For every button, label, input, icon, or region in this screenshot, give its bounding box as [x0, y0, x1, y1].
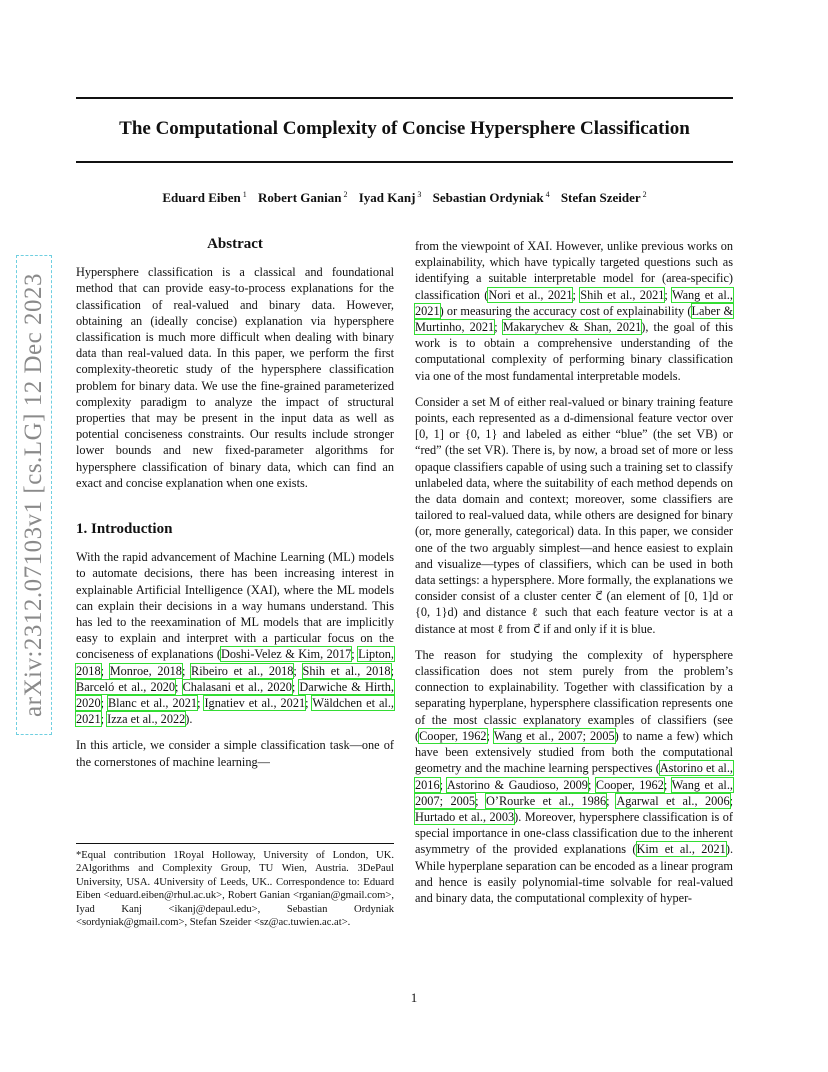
citation-link[interactable]: Barceló et al., 2020	[76, 679, 176, 694]
paragraph-training-set: Consider a set M of either real-valued or binary training feature points, each represented as a d-dimensional feature vector over [0, 1] or {0, 1} and labeled as either “blue” (the set VB) or “red” (the set VR). There is, by now, a broad set of more or less opaque classifiers capable of using such a training set to classify unlabeled data, where the suitability of each method depends on the data domain and context; moreover, some classifiers are tailored to real-valued data, while others are designed for binary (or, more generally, categorical) data. In this paper, we consider one of the two arguably simplest—and hence easiest to explain and visualize—types of classifiers, which can be used in both data settings: a hypersphere. More formally, the explanations we consider consist of a cluster center c⃗ (an element of [0, 1]d or {0, 1}d) and distance ℓ such that each feature vector is at a distance at most ℓ from c⃗ if and only if it is blue.	[415, 394, 733, 636]
citation-link[interactable]: Cooper, 1962	[595, 777, 664, 792]
footnote: *Equal contribution 1Royal Holloway, University of London, UK. 2Algorithms and Complexity Group, TU Wien, Austria. 3DePaul University, USA. 4University of Leeds, UK.. Correspondence to: Eduard Eiben <eduard.eiben@rhul.ac.uk>, Robert Ganian <rganian@gmail.com>, Iyad Kanj <ikanj@depaul.edu>, Sebastian Ordyniak <sordyniak@gmail.com>, Stefan Szeider <sz@ac.tuwien.ac.at>.	[76, 843, 394, 929]
citation-link[interactable]: Cooper, 1962	[419, 728, 487, 743]
citation-link[interactable]: Wäldchen et al., 2021	[76, 696, 394, 727]
citation-link[interactable]: Izza et al., 2022	[107, 712, 186, 727]
author: Stefan Szeider $^2$	[560, 190, 647, 206]
top-rule	[76, 97, 733, 99]
author: Robert Ganian $^2$	[258, 190, 348, 206]
right-column	[415, 238, 733, 916]
author-list	[76, 190, 733, 206]
citation-link[interactable]: Ribeiro et al., 2018	[191, 663, 294, 678]
intro-paragraph-1: With the rapid advancement of Machine Learning (ML) models to automate decisions, there has been increasing interest in explainable Artificial Intelligence (XAI), where the ML models can explain their decisions in a way humans understand. This has led to the reexamination of ML models that are implicitly easy to explain and interpret with a particular focus on the conciseness of explanations (Doshi-Velez & Kim, 2017; Lipton, 2018; Monroe, 2018; Ribeiro et al., 2018; Shih et al., 2018; Barceló et al., 2020; Chalasani et al., 2020; Darwiche & Hirth, 2020; Blanc et al., 2021; Ignatiev et al., 2021; Wäldchen et al., 2021; Izza et al., 2022).	[76, 550, 395, 727]
arxiv-stamp-link[interactable]	[16, 255, 52, 735]
citation-link[interactable]: Ignatiev et al., 2021	[204, 696, 306, 711]
abstract-text: Hypersphere classification is a classical and foundational method that can provide easy-to-process explanations for the classification of real-valued and binary data. However, obtaining an (ideally concise) explanation via hypersphere classification is much more difficult when dealing with binary data than real-valued data. In this paper, we perform the first complexity-theoretic study of the hypersphere classification problem for binary data. We use the fine-grained parameterized complexity paradigm to analyze the impact of structural properties that may be present in the input data as well as potential conciseness constraints. Our results include stronger lower bounds and new fixed-parameter algorithms for hypersphere classification of binary data, which can find an exact and concise explanation when one exists.	[76, 265, 394, 490]
citation-link[interactable]: Kim et al., 2021	[636, 842, 726, 857]
paragraph-motivation: The reason for studying the complexity of hypersphere classification does not stem purely from the problem’s connection to explainability. Together with classification by a separating hyperplane, hypersphere classification represents one of the most classic explanatory examples of classifiers (see (Cooper, 1962; Wang et al., 2007; 2005) to name a few) which have been extensively studied from both the computational geometry and the machine learning perspectives (Astorino et al., 2016; Astorino & Gaudioso, 2009; Cooper, 1962; Wang et al., 2007; 2005; O’Rourke et al., 1986; Agarwal et al., 2006; Hurtado et al., 2003). Moreover, hypersphere classification is of special importance in one-class classification due to the inherent asymmetry of the provided explanations (Kim et al., 2021). While hyperplane separation can be encoded as a linear program and hence is easily polynomial-time solvable for real-valued and binary data, the computational complexity of hyper-	[415, 647, 734, 905]
paper-title: The Computational Complexity of Concise Hypersphere Classification	[119, 118, 690, 139]
citation-link[interactable]: Nori et al., 2021	[488, 287, 573, 302]
citation-link[interactable]: Blanc et al., 2021	[107, 696, 198, 711]
citation-link[interactable]: Makarychev & Shan, 2021	[502, 320, 642, 335]
citation-link[interactable]: Agarwal et al., 2006	[616, 793, 730, 808]
citation-link[interactable]: O’Rourke et al., 1986	[486, 793, 607, 808]
arxiv-stamp: arXiv:2312.07103v1 [cs.LG] 12 Dec 2023	[20, 273, 47, 717]
citation-link[interactable]: Wang et al., 2007; 2005	[415, 777, 733, 808]
citation-link[interactable]: Wang et al., 2021	[415, 287, 733, 318]
section-heading-introduction: 1. Introduction	[76, 521, 173, 538]
citation-link[interactable]: Shih et al., 2018	[302, 663, 391, 678]
paragraph-xai: from the viewpoint of XAI. However, unlike previous works on explainability, which have typically targeted questions such as identifying a suitable interpretable model for (area-specific) classification (Nori et al., 2021; Shih et al., 2021; Wang et al., 2021) or measuring the accuracy cost of explainability (Laber & Murtinho, 2021; Makarychev & Shan, 2021), the goal of this work is to obtain a comprehensive understanding of the computational complexity of performing binary classification via one of the most fundamental interpretable models.	[415, 239, 734, 383]
intro-paragraph-2: In this article, we consider a simple classification task—one of the cornerstones of machine learning—	[76, 738, 394, 769]
abstract-heading: Abstract	[207, 236, 263, 252]
left-column	[76, 236, 394, 780]
citation-link[interactable]: Wang et al., 2007; 2005	[493, 728, 615, 743]
citation-link[interactable]: Astorino et al., 2016	[415, 761, 733, 792]
title-rule	[76, 161, 733, 163]
citation-link[interactable]: Darwiche & Hirth, 2020	[76, 679, 395, 711]
citation-link[interactable]: Chalasani et al., 2020	[182, 679, 292, 694]
citation-link[interactable]: Shih et al., 2021	[580, 287, 665, 302]
page-number: 1	[410, 990, 418, 1005]
author: Eduard Eiben $^1$	[162, 190, 247, 206]
citation-link[interactable]: Laber & Murtinho, 2021	[415, 303, 734, 335]
citation-link[interactable]: Monroe, 2018	[109, 663, 182, 678]
citation-link[interactable]: Lipton, 2018	[76, 647, 394, 678]
author: Iyad Kanj $^3$	[358, 190, 422, 206]
citation-link[interactable]: Doshi-Velez & Kim, 2017	[220, 647, 352, 662]
citation-link[interactable]: Astorino & Gaudioso, 2009	[446, 777, 588, 792]
author: Sebastian Ordyniak $^4$	[432, 190, 550, 206]
citation-link[interactable]: Hurtado et al., 2003	[415, 809, 515, 824]
